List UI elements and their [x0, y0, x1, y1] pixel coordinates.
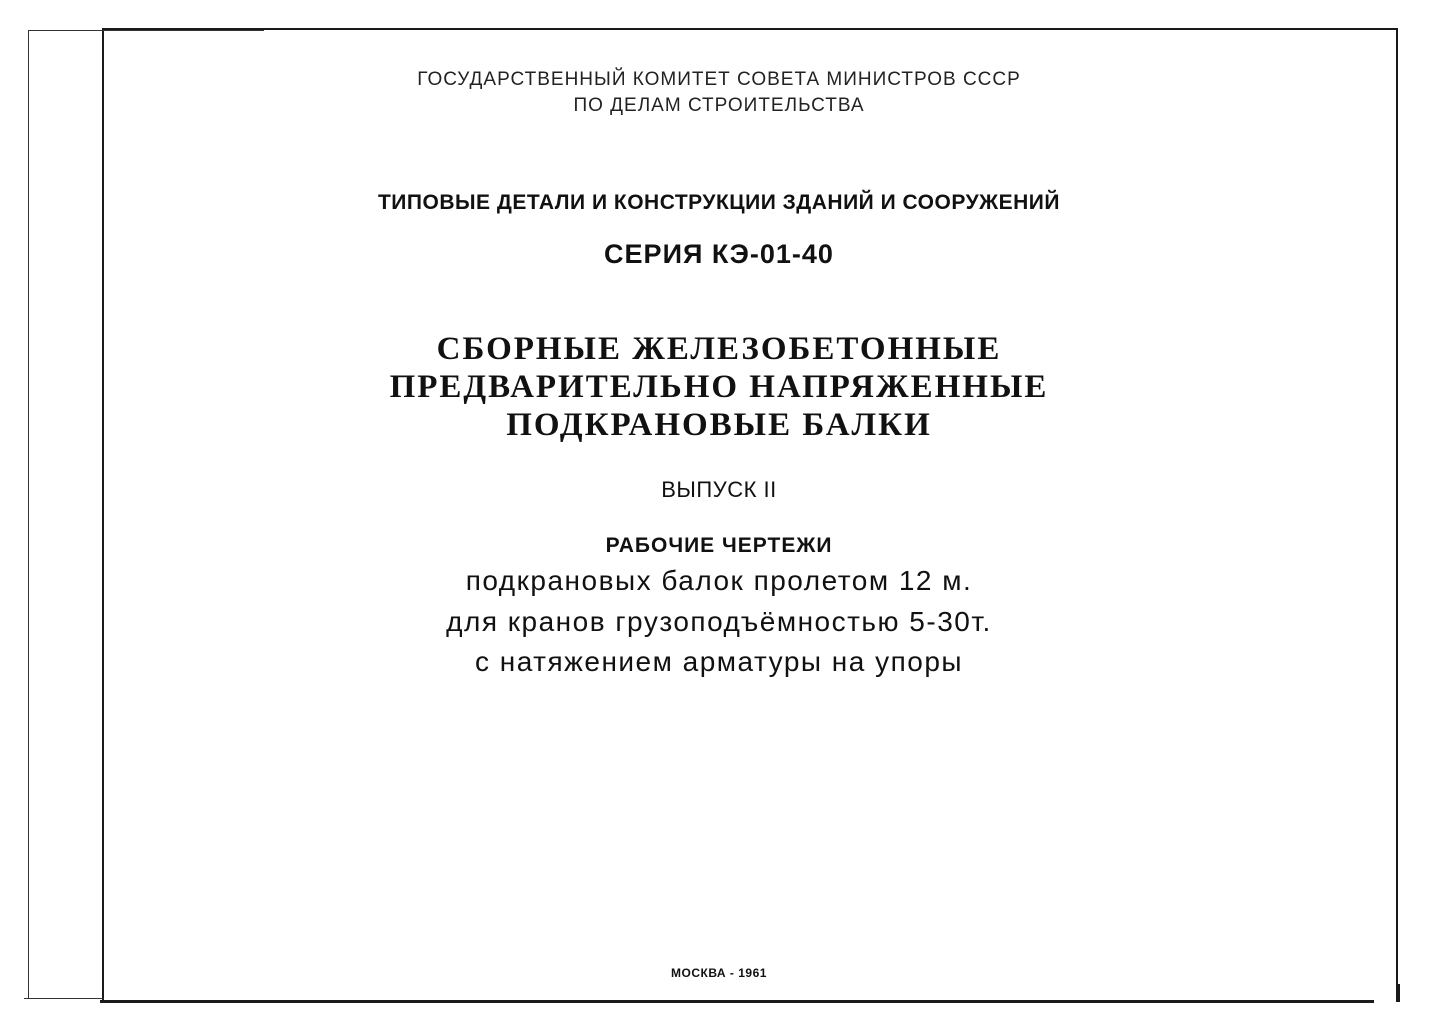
- main-title-line-1: СБОРНЫЕ ЖЕЛЕЗОБЕТОННЫЕ: [436, 331, 1002, 367]
- committee-line-1: ГОСУДАРСТВЕННЫЙ КОМИТЕТ СОВЕТА МИНИСТРОВ СССР: [417, 69, 1021, 90]
- working-drawings-heading: РАБОЧИЕ ЧЕРТЕЖИ: [605, 534, 833, 557]
- frame-corner-mark: [1398, 984, 1400, 1002]
- description-line-2: для кранов грузоподъёмностью 5-30т.: [446, 606, 992, 637]
- place-and-year: МОСКВА - 1961: [671, 966, 767, 980]
- frame-right-border: [1396, 28, 1398, 1002]
- frame-left-border: [102, 28, 104, 1002]
- frame-bottom-border: [100, 1000, 1374, 1003]
- sheet-outer-bottom-edge: [24, 998, 104, 999]
- committee-line-2: ПО ДЕЛАМ СТРОИТЕЛЬСТВА: [573, 95, 865, 116]
- issue-number: ВЫПУСК II: [661, 477, 777, 502]
- series-number: СЕРИЯ КЭ-01-40: [604, 239, 834, 269]
- description-line-1: подкрановых балок пролетом 12 м.: [465, 565, 973, 596]
- main-title-line-2: ПРЕДВАРИТЕЛЬНО НАПРЯЖЕННЫЕ: [389, 369, 1049, 405]
- frame-top-border: [104, 28, 1398, 30]
- sheet-outer-top-edge: [28, 30, 264, 31]
- typical-details-heading: ТИПОВЫЕ ДЕТАЛИ И КОНСТРУКЦИИ ЗДАНИЙ И СООРУЖЕНИЙ: [377, 191, 1060, 214]
- description-line-3: с натяжением арматуры на упоры: [474, 646, 964, 677]
- sheet-outer-left-edge: [28, 30, 29, 998]
- main-title-line-3: ПОДКРАНОВЫЕ БАЛКИ: [506, 407, 932, 443]
